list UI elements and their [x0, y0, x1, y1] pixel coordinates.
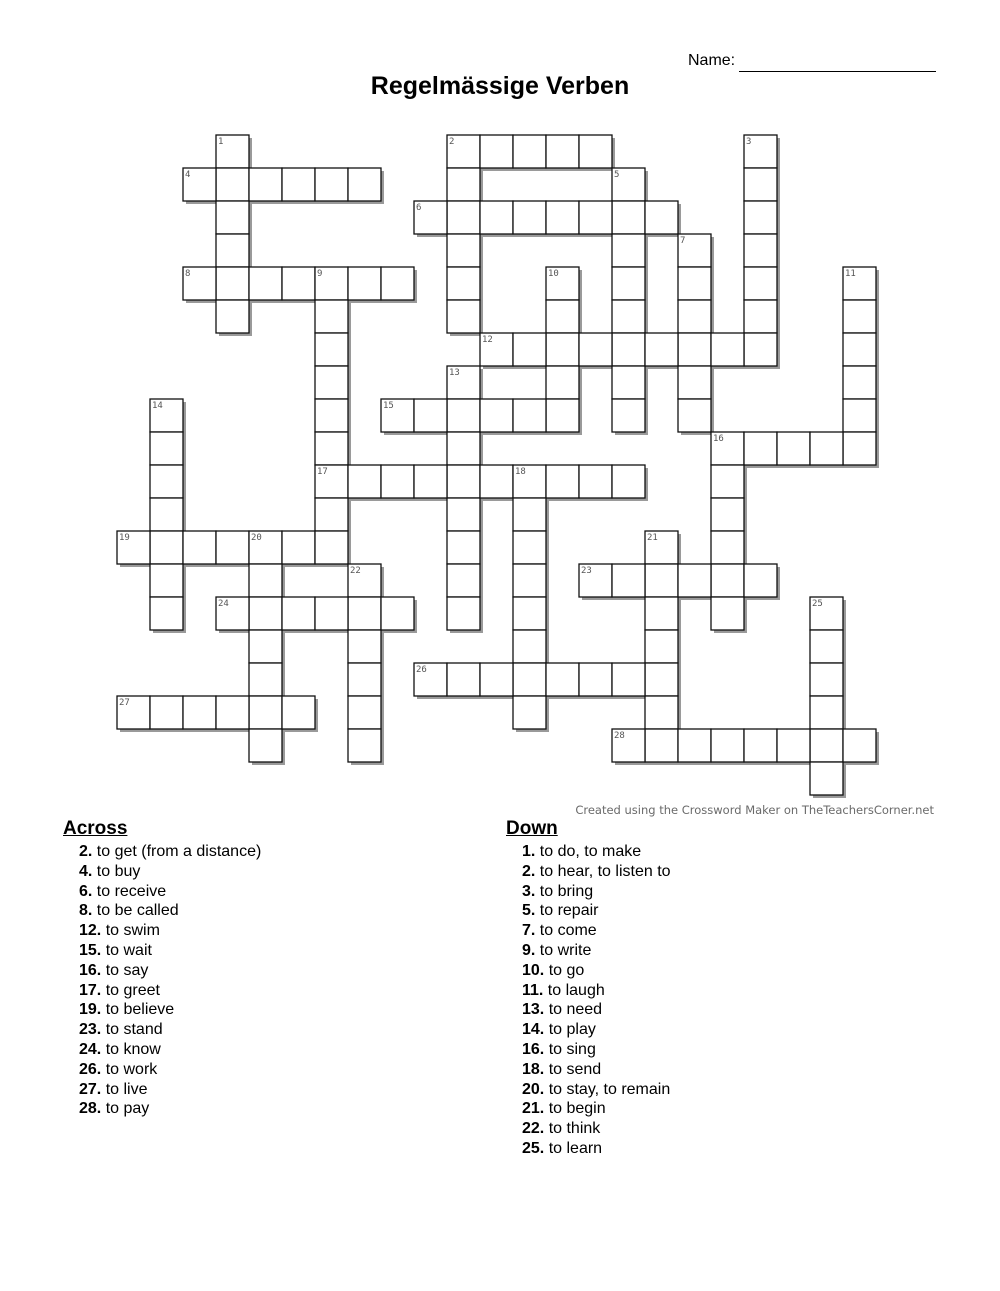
crossword-cell[interactable]: [612, 399, 645, 432]
clue-text: to come: [535, 922, 597, 940]
cell-number: 1: [218, 137, 224, 147]
crossword-cell[interactable]: [711, 498, 744, 531]
crossword-cell[interactable]: [513, 531, 546, 564]
down-clue: [522, 921, 671, 941]
cell-number: 17: [317, 467, 328, 477]
crossword-cell[interactable]: [381, 597, 414, 630]
crossword-cell[interactable]: [744, 564, 777, 597]
cell-number: 27: [119, 698, 130, 708]
crossword-cell[interactable]: [315, 300, 348, 333]
down-clue: [522, 1040, 671, 1060]
across-clue: [79, 882, 261, 902]
crossword-cell[interactable]: [480, 465, 513, 498]
crossword-cell[interactable]: [447, 300, 480, 333]
clue-number: 8.: [79, 902, 93, 920]
crossword-cell[interactable]: [678, 366, 711, 399]
cell-number: 23: [581, 566, 592, 576]
down-clues: [506, 818, 671, 1159]
crossword-cell[interactable]: [513, 663, 546, 696]
clue-text: to greet: [101, 981, 160, 999]
clue-number: 1.: [522, 843, 536, 860]
clue-text: to bring: [535, 882, 594, 900]
crossword-cell[interactable]: [282, 531, 315, 564]
crossword-cell[interactable]: [480, 201, 513, 234]
crossword-cell[interactable]: [579, 201, 612, 234]
clue-number: 14.: [522, 1021, 545, 1039]
crossword-cell[interactable]: [447, 234, 480, 267]
crossword-cell[interactable]: [249, 267, 282, 300]
cell-number: 14: [152, 401, 163, 411]
clue-text: to play: [544, 1021, 596, 1039]
name-label: Name:: [688, 52, 736, 69]
crossword-cell[interactable]: [546, 300, 579, 333]
crossword-cell[interactable]: [315, 333, 348, 366]
clue-number: 9.: [522, 941, 536, 959]
crossword-cell[interactable]: [150, 498, 183, 531]
crossword-cell[interactable]: [381, 465, 414, 498]
crossword-cell[interactable]: [579, 663, 612, 696]
crossword-cell[interactable]: [810, 663, 843, 696]
crossword-cell[interactable]: [348, 168, 381, 201]
crossword-cell[interactable]: [645, 630, 678, 663]
clue-number: 4.: [79, 862, 93, 880]
clue-text: to stay, to remain: [544, 1080, 671, 1098]
crossword-cell[interactable]: [777, 432, 810, 465]
crossword-cell[interactable]: [480, 135, 513, 168]
crossword-cell[interactable]: [249, 168, 282, 201]
down-clue: [522, 1080, 671, 1100]
cell-number: 28: [614, 731, 625, 741]
cell-number: 22: [350, 566, 361, 576]
crossword-cell[interactable]: [843, 399, 876, 432]
clue-text: to believe: [101, 1001, 175, 1019]
crossword-cell[interactable]: [150, 696, 183, 729]
clue-text: to swim: [101, 922, 160, 940]
crossword-cell[interactable]: [513, 630, 546, 663]
grid-cells: [117, 135, 876, 795]
cell-number: 10: [548, 269, 559, 279]
crossword-cell[interactable]: [711, 597, 744, 630]
crossword-cell[interactable]: [249, 597, 282, 630]
cell-number: 8: [185, 269, 191, 279]
clue-number: 21.: [522, 1100, 545, 1118]
down-clue: [522, 1060, 671, 1080]
crossword-cell[interactable]: [744, 234, 777, 267]
crossword-cell[interactable]: [480, 399, 513, 432]
crossword-cell[interactable]: [546, 366, 579, 399]
clue-text: to get (from a distance): [92, 843, 262, 860]
crossword-cell[interactable]: [612, 564, 645, 597]
crossword-cell[interactable]: [513, 333, 546, 366]
crossword-cell[interactable]: [645, 663, 678, 696]
down-clue-list: [506, 842, 671, 1159]
crossword-cell[interactable]: [843, 333, 876, 366]
crossword-cell[interactable]: [612, 663, 645, 696]
crossword-cell[interactable]: [678, 399, 711, 432]
down-clue: [522, 862, 671, 882]
crossword-cell[interactable]: [447, 201, 480, 234]
crossword-cell[interactable]: [216, 201, 249, 234]
crossword-cell[interactable]: [579, 135, 612, 168]
clue-text: to live: [101, 1080, 148, 1098]
crossword-cell[interactable]: [546, 333, 579, 366]
crossword-cell[interactable]: [744, 168, 777, 201]
down-clue: [522, 1139, 671, 1159]
crossword-cell[interactable]: [744, 300, 777, 333]
across-clue-list: [63, 842, 261, 1119]
crossword-cell[interactable]: [645, 564, 678, 597]
across-clue: [79, 981, 261, 1001]
crossword-cell[interactable]: [282, 696, 315, 729]
crossword-cell[interactable]: [315, 597, 348, 630]
crossword-cell[interactable]: [249, 696, 282, 729]
crossword-cell[interactable]: [546, 465, 579, 498]
down-clue: [522, 1099, 671, 1119]
crossword-cell[interactable]: [612, 366, 645, 399]
clue-text: to laugh: [543, 981, 605, 999]
crossword-cell[interactable]: [645, 201, 678, 234]
cell-number: 12: [482, 335, 493, 345]
clue-text: to say: [101, 961, 149, 979]
crossword-cell[interactable]: [579, 465, 612, 498]
crossword-cell[interactable]: [480, 663, 513, 696]
crossword-cell[interactable]: [678, 564, 711, 597]
crossword-cell[interactable]: [843, 300, 876, 333]
crossword-cell[interactable]: [216, 531, 249, 564]
down-clue: [522, 1020, 671, 1040]
crossword-cell[interactable]: [843, 366, 876, 399]
crossword-cell[interactable]: [711, 531, 744, 564]
clue-text: to know: [101, 1040, 161, 1058]
crossword-cell[interactable]: [315, 531, 348, 564]
crossword-cell[interactable]: [744, 267, 777, 300]
clue-number: 5.: [522, 902, 536, 920]
crossword-cell[interactable]: [447, 498, 480, 531]
crossword-cell[interactable]: [249, 564, 282, 597]
crossword-cell[interactable]: [348, 663, 381, 696]
clue-number: 11.: [522, 981, 544, 999]
crossword-cell[interactable]: [678, 729, 711, 762]
crossword-cell[interactable]: [546, 135, 579, 168]
across-clue: [79, 862, 261, 882]
crossword-cell[interactable]: [348, 696, 381, 729]
crossword-cell[interactable]: [612, 333, 645, 366]
across-clues: [63, 818, 261, 1119]
crossword-cell[interactable]: [183, 531, 216, 564]
down-heading: Down: [506, 818, 558, 839]
clue-number: 26.: [79, 1060, 102, 1078]
crossword-cell[interactable]: [183, 696, 216, 729]
clue-number: 10.: [522, 961, 545, 979]
crossword-cell[interactable]: [579, 333, 612, 366]
clue-number: 6.: [79, 882, 93, 900]
clue-text: to do, to make: [535, 843, 642, 860]
crossword-cell[interactable]: [348, 729, 381, 762]
across-clue: [79, 1020, 261, 1040]
crossword-cell[interactable]: [348, 465, 381, 498]
crossword-cell[interactable]: [546, 399, 579, 432]
across-clue: [79, 901, 261, 921]
clue-number: 2.: [522, 862, 536, 880]
crossword-cell[interactable]: [315, 498, 348, 531]
crossword-cell[interactable]: [315, 168, 348, 201]
crossword-cell[interactable]: [348, 597, 381, 630]
down-clue: [522, 882, 671, 902]
crossword-cell[interactable]: [447, 168, 480, 201]
crossword-cell[interactable]: [744, 201, 777, 234]
crossword-cell[interactable]: [447, 564, 480, 597]
crossword-cell[interactable]: [843, 432, 876, 465]
crossword-cell[interactable]: [414, 399, 447, 432]
crossword-cell[interactable]: [315, 432, 348, 465]
crossword-cell[interactable]: [348, 267, 381, 300]
crossword-cell[interactable]: [282, 168, 315, 201]
crossword-cell[interactable]: [678, 267, 711, 300]
clue-text: to need: [544, 1001, 603, 1019]
crossword-cell[interactable]: [447, 267, 480, 300]
clue-number: 22.: [522, 1120, 545, 1138]
crossword-cell[interactable]: [513, 564, 546, 597]
across-clue: [79, 1099, 261, 1119]
across-clue: [79, 1000, 261, 1020]
clue-number: 16.: [79, 961, 102, 979]
clue-number: 28.: [79, 1100, 102, 1118]
crossword-cell[interactable]: [744, 432, 777, 465]
cell-number: 26: [416, 665, 427, 675]
credit-line: Created using the Crossword Maker on TheTeachersCorner.net: [575, 803, 934, 817]
clue-text: to be called: [92, 902, 179, 920]
crossword-cell[interactable]: [513, 498, 546, 531]
crossword-cell[interactable]: [513, 399, 546, 432]
crossword-cell[interactable]: [678, 333, 711, 366]
crossword-cell[interactable]: [810, 630, 843, 663]
clue-number: 24.: [79, 1040, 102, 1058]
crossword-cell[interactable]: [744, 333, 777, 366]
across-clue: [79, 1040, 261, 1060]
across-heading: Across: [63, 818, 128, 839]
clue-text: to send: [544, 1060, 602, 1078]
crossword-cell[interactable]: [612, 300, 645, 333]
clue-text: to stand: [101, 1021, 163, 1039]
crossword-cell[interactable]: [216, 300, 249, 333]
crossword-cell[interactable]: [381, 267, 414, 300]
clue-number: 18.: [522, 1060, 545, 1078]
clue-number: 16.: [522, 1040, 545, 1058]
cell-number: 4: [185, 170, 191, 180]
cell-number: 19: [119, 533, 130, 543]
crossword-cell[interactable]: [447, 399, 480, 432]
clue-text: to begin: [544, 1100, 606, 1118]
crossword-cell[interactable]: [282, 597, 315, 630]
crossword-cell[interactable]: [150, 597, 183, 630]
clue-number: 2.: [79, 843, 93, 860]
crossword-cell[interactable]: [447, 432, 480, 465]
crossword-cell[interactable]: [843, 729, 876, 762]
crossword-cell[interactable]: [513, 597, 546, 630]
crossword-cell[interactable]: [150, 531, 183, 564]
clue-text: to think: [544, 1120, 601, 1138]
cell-number: 3: [746, 137, 752, 147]
clue-text: to buy: [92, 862, 141, 880]
clue-text: to repair: [535, 902, 599, 920]
crossword-cell[interactable]: [216, 168, 249, 201]
clue-number: 25.: [522, 1139, 545, 1157]
cell-number: 9: [317, 269, 323, 279]
cell-number: 2: [449, 137, 455, 147]
crossword-cell[interactable]: [513, 135, 546, 168]
crossword-cell[interactable]: [447, 465, 480, 498]
cell-number: 21: [647, 533, 658, 543]
clue-number: 12.: [79, 922, 102, 940]
clue-number: 17.: [79, 981, 102, 999]
clue-number: 3.: [522, 882, 536, 900]
crossword-cell[interactable]: [678, 300, 711, 333]
crossword-cell[interactable]: [150, 564, 183, 597]
cell-number: 20: [251, 533, 262, 543]
crossword-cell[interactable]: [249, 729, 282, 762]
clue-text: to work: [101, 1060, 158, 1078]
crossword-cell[interactable]: [810, 729, 843, 762]
cell-number: 7: [680, 236, 686, 246]
crossword-cell[interactable]: [348, 630, 381, 663]
crossword-cell[interactable]: [810, 432, 843, 465]
across-clue: [79, 1060, 261, 1080]
crossword-cell[interactable]: [645, 729, 678, 762]
crossword-cell[interactable]: [216, 696, 249, 729]
clue-text: to write: [535, 941, 592, 959]
crossword-cell[interactable]: [612, 267, 645, 300]
down-clue: [522, 901, 671, 921]
crossword-cell[interactable]: [777, 729, 810, 762]
clue-number: 7.: [522, 922, 536, 940]
crossword-cell[interactable]: [447, 663, 480, 696]
crossword-cell[interactable]: [612, 465, 645, 498]
clue-number: 15.: [79, 941, 102, 959]
crossword-cell[interactable]: [513, 201, 546, 234]
down-clue: [522, 1000, 671, 1020]
cell-number: 24: [218, 599, 229, 609]
cell-number: 13: [449, 368, 460, 378]
clue-text: to sing: [544, 1040, 596, 1058]
clue-number: 23.: [79, 1021, 102, 1039]
page-title: Regelmässige Verben: [370, 72, 630, 100]
down-clue: [522, 961, 671, 981]
clue-text: to learn: [544, 1139, 603, 1157]
crossword-cell[interactable]: [414, 465, 447, 498]
down-clue: [522, 941, 671, 961]
crossword-cell[interactable]: [810, 762, 843, 795]
crossword-cell[interactable]: [150, 432, 183, 465]
crossword-cell[interactable]: [315, 399, 348, 432]
clue-number: 19.: [79, 1001, 102, 1019]
crossword-cell[interactable]: [447, 531, 480, 564]
clue-text: to receive: [92, 882, 167, 900]
crossword-cell[interactable]: [249, 630, 282, 663]
across-clue: [79, 842, 261, 862]
cell-number: 16: [713, 434, 724, 444]
crossword-cell[interactable]: [513, 696, 546, 729]
across-clue: [79, 941, 261, 961]
crossword-cell[interactable]: [150, 465, 183, 498]
across-clue: [79, 961, 261, 981]
clue-number: 13.: [522, 1001, 545, 1019]
clue-text: to wait: [101, 941, 152, 959]
down-clue: [522, 981, 671, 1001]
crossword-cell[interactable]: [645, 696, 678, 729]
crossword-cell[interactable]: [546, 201, 579, 234]
crossword-cell[interactable]: [612, 234, 645, 267]
clue-text: to hear, to listen to: [535, 862, 671, 880]
crossword-cell[interactable]: [711, 564, 744, 597]
crossword-cell[interactable]: [744, 729, 777, 762]
crossword-cell[interactable]: [711, 729, 744, 762]
cell-number: 5: [614, 170, 620, 180]
crossword-cell[interactable]: [216, 234, 249, 267]
clue-number: 27.: [79, 1080, 102, 1098]
across-clue: [79, 1080, 261, 1100]
crossword-cell[interactable]: [447, 597, 480, 630]
crossword-cell[interactable]: [249, 663, 282, 696]
crossword-cell[interactable]: [711, 465, 744, 498]
crossword-cell[interactable]: [645, 333, 678, 366]
down-clue: [522, 842, 671, 862]
cell-number: 18: [515, 467, 526, 477]
clue-text: to go: [544, 961, 585, 979]
across-clue: [79, 921, 261, 941]
cell-number: 11: [845, 269, 856, 279]
cell-number: 15: [383, 401, 394, 411]
crossword-cell[interactable]: [612, 201, 645, 234]
cell-number: 25: [812, 599, 823, 609]
clue-number: 20.: [522, 1080, 545, 1098]
crossword-cell[interactable]: [315, 366, 348, 399]
crossword-cell[interactable]: [810, 696, 843, 729]
crossword-cell[interactable]: [645, 597, 678, 630]
clue-text: to pay: [101, 1100, 150, 1118]
down-clue: [522, 1119, 671, 1139]
crossword-cell[interactable]: [216, 267, 249, 300]
crossword-cell[interactable]: [711, 333, 744, 366]
crossword-cell[interactable]: [282, 267, 315, 300]
crossword-cell[interactable]: [546, 663, 579, 696]
cell-number: 6: [416, 203, 422, 213]
